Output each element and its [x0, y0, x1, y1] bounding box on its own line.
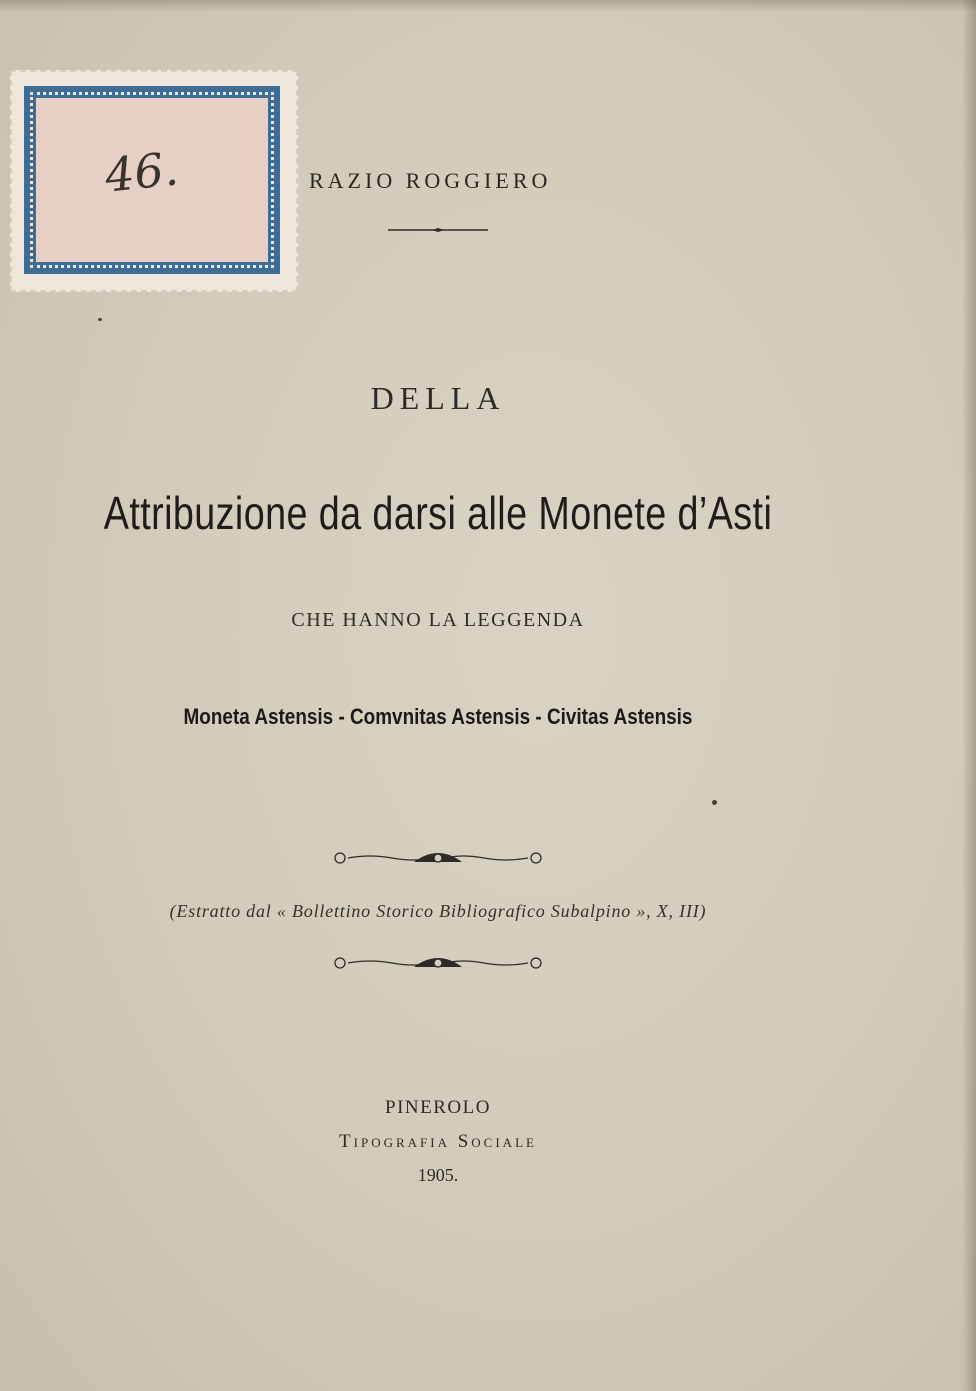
imprint-year: 1905.: [417, 1165, 459, 1185]
author-name: RAZIO ROGGIERO: [309, 168, 552, 193]
ornament-bottom: [330, 951, 546, 975]
title-prefix: DELLA: [370, 380, 506, 416]
extract-note: (Estratto dal « Bollettino Storico Bibliografico Subalpino », X, III): [169, 901, 707, 921]
label-shelf-number: 46.: [102, 141, 181, 203]
book-title: Attribuzione da darsi alle Monete d’Asti: [103, 487, 773, 539]
page-right-edge: [962, 0, 976, 1391]
page-top-shadow: [0, 0, 976, 12]
ornament-top: [330, 846, 546, 870]
coin-legend-line: Moneta Astensis - Comvnitas Astensis - Civitas Astensis: [183, 704, 693, 729]
paper-speck: [98, 318, 102, 321]
imprint-place: PINEROLO: [385, 1097, 491, 1118]
author-rule-ornament: [388, 228, 488, 232]
book-subtitle: CHE HANNO LA LEGGENDA: [291, 609, 585, 631]
imprint-printer: Tipografia Sociale: [339, 1131, 537, 1152]
paper-speck: [712, 800, 717, 805]
